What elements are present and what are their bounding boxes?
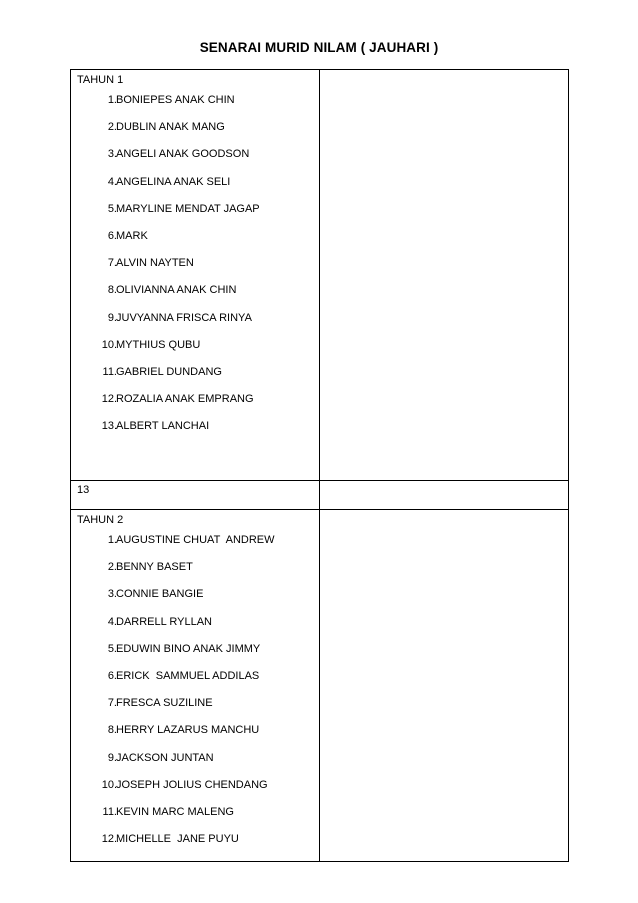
list-item bbox=[77, 533, 319, 560]
student-name: JACKSON JUNTAN bbox=[116, 751, 214, 764]
count-cell bbox=[71, 481, 320, 510]
student-name: KEVIN MARC MALENG bbox=[116, 805, 234, 818]
item-number: 8. bbox=[107, 724, 117, 737]
empty-cell bbox=[320, 481, 569, 510]
list-item bbox=[77, 93, 319, 120]
item-number: 12. bbox=[101, 833, 117, 846]
student-name: ROZALIA ANAK EMPRANG bbox=[116, 393, 254, 406]
item-number: 12. bbox=[101, 393, 117, 406]
student-list bbox=[77, 93, 319, 446]
item-number: 10. bbox=[101, 778, 117, 791]
student-name: ALBERT LANCHAI bbox=[116, 420, 210, 433]
item-number: 4. bbox=[107, 175, 117, 188]
student-name: GABRIEL DUNDANG bbox=[116, 365, 222, 378]
student-name: BENNY BASET bbox=[116, 561, 193, 574]
table-row bbox=[71, 481, 569, 510]
student-name: MYTHIUS QUBU bbox=[116, 338, 201, 351]
student-table bbox=[70, 69, 569, 862]
student-name: DARRELL RYLLAN bbox=[116, 615, 212, 628]
table-row bbox=[71, 510, 569, 862]
list-item bbox=[77, 147, 319, 174]
item-number: 2. bbox=[107, 121, 117, 134]
item-number: 8. bbox=[107, 284, 117, 297]
list-item bbox=[77, 723, 319, 750]
student-name: EDUWIN BINO ANAK JIMMY bbox=[116, 642, 261, 655]
item-number: 1. bbox=[107, 534, 117, 546]
section-label: TAHUN 1 bbox=[77, 74, 124, 86]
list-item bbox=[77, 587, 319, 614]
list-item bbox=[77, 642, 319, 669]
list-item bbox=[77, 615, 319, 642]
student-name: MARYLINE MENDAT JAGAP bbox=[116, 202, 260, 215]
item-number: 7. bbox=[107, 257, 117, 270]
list-item bbox=[77, 419, 319, 446]
item-number: 13. bbox=[101, 420, 117, 433]
list-item bbox=[77, 669, 319, 696]
item-number: 5. bbox=[107, 202, 117, 215]
list-item bbox=[77, 311, 319, 338]
item-number: 5. bbox=[107, 642, 117, 655]
section-cell bbox=[71, 510, 320, 862]
item-number: 7. bbox=[107, 697, 117, 710]
list-item bbox=[77, 832, 319, 859]
student-name: OLIVIANNA ANAK CHIN bbox=[116, 284, 237, 297]
list-item bbox=[77, 120, 319, 147]
student-name: MICHELLE JANE PUYU bbox=[116, 833, 239, 846]
empty-cell bbox=[320, 70, 569, 481]
list-item bbox=[77, 805, 319, 832]
student-name: CONNIE BANGIE bbox=[116, 588, 204, 601]
empty-cell bbox=[320, 510, 569, 862]
list-item bbox=[77, 778, 319, 805]
item-number: 11. bbox=[102, 805, 117, 818]
student-list bbox=[77, 533, 319, 859]
student-name: BONIEPES ANAK CHIN bbox=[116, 94, 235, 106]
list-item bbox=[77, 365, 319, 392]
item-number: 6. bbox=[107, 669, 117, 682]
student-name: FRESCA SUZILINE bbox=[116, 697, 213, 710]
list-item bbox=[77, 392, 319, 419]
list-item bbox=[77, 560, 319, 587]
student-count: 13 bbox=[77, 484, 90, 496]
item-number: 1. bbox=[107, 94, 117, 106]
item-number: 11. bbox=[102, 365, 117, 378]
item-number: 6. bbox=[107, 229, 117, 242]
item-number: 2. bbox=[107, 561, 117, 574]
item-number: 3. bbox=[107, 148, 117, 161]
student-name: ANGELI ANAK GOODSON bbox=[116, 148, 250, 161]
student-name: ALVIN NAYTEN bbox=[116, 257, 194, 270]
student-name: AUGUSTINE CHUAT ANDREW bbox=[116, 534, 275, 546]
list-item bbox=[77, 696, 319, 723]
student-name: JOSEPH JOLIUS CHENDANG bbox=[116, 778, 268, 791]
list-item bbox=[77, 175, 319, 202]
list-item bbox=[77, 338, 319, 365]
student-name: MARK bbox=[116, 229, 148, 242]
item-number: 4. bbox=[107, 615, 117, 628]
section-label: TAHUN 2 bbox=[77, 514, 124, 526]
table-row bbox=[71, 70, 569, 481]
item-number: 9. bbox=[107, 311, 117, 324]
item-number: 10. bbox=[101, 338, 117, 351]
student-name: ERICK SAMMUEL ADDILAS bbox=[116, 669, 260, 682]
list-item bbox=[77, 256, 319, 283]
item-number: 3. bbox=[107, 588, 117, 601]
student-name: HERRY LAZARUS MANCHU bbox=[116, 724, 260, 737]
list-item bbox=[77, 283, 319, 310]
student-name: DUBLIN ANAK MANG bbox=[116, 121, 225, 134]
list-item bbox=[77, 202, 319, 229]
student-name: ANGELINA ANAK SELI bbox=[116, 175, 231, 188]
list-item bbox=[77, 751, 319, 778]
student-name: JUVYANNA FRISCA RINYA bbox=[116, 311, 252, 324]
page-title: SENARAI MURID NILAM ( JAUHARI ) bbox=[199, 40, 439, 55]
list-item bbox=[77, 229, 319, 256]
item-number: 9. bbox=[107, 751, 117, 764]
section-cell bbox=[71, 70, 320, 481]
